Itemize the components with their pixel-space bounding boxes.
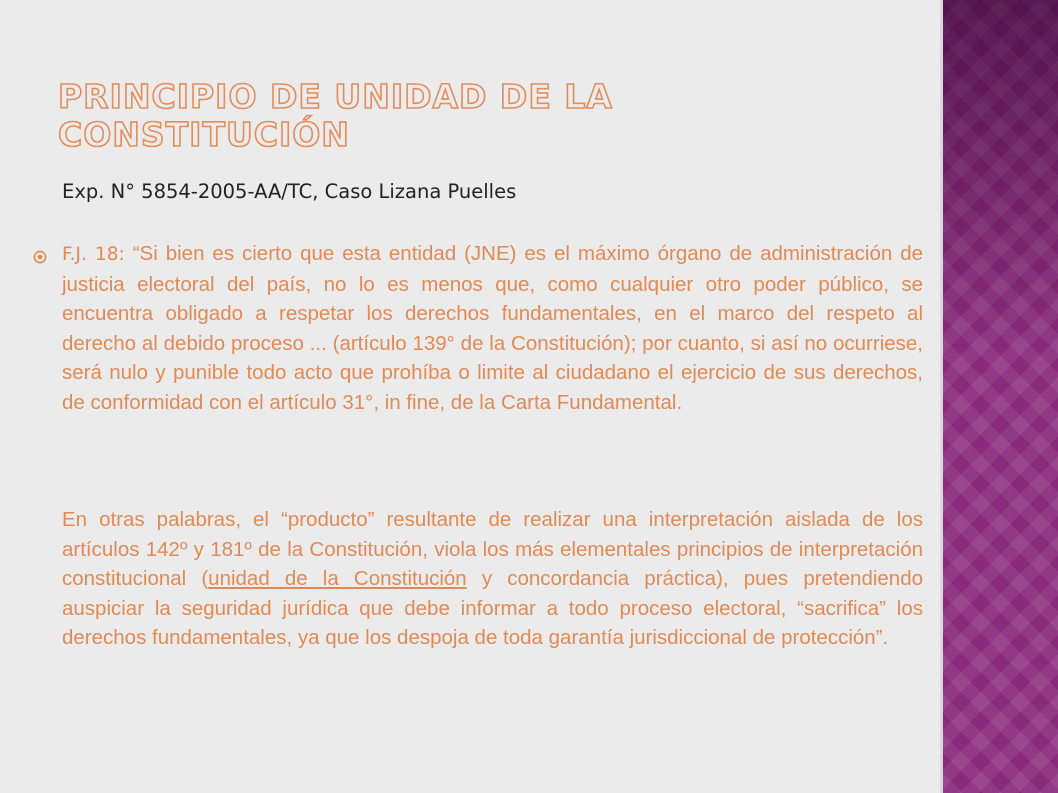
fj-label: F.J. 18: <box>62 244 125 265</box>
paragraph-2-text-after: y concordancia práctica), pues pretendiendo auspiciar la seguridad jurídica que debe informar a todo proceso electoral, “sacrifica” los derechos fundamentales, ya que los despoja de toda garantía jurisdiccional de protección”. <box>62 567 923 650</box>
underlined-unidad-constitucion: unidad de la Constitución <box>208 567 467 591</box>
paragraph-1-text: “Si bien es cierto que esta entidad (JNE) es el máximo órgano de administración de justicia electoral del país, no lo es menos que, como cualquier otro poder público, se encuentra obligado a respetar los derechos fundamentales, en el marco del respeto al derecho al debido proceso ... (artículo 139° de la Constitución); por cuanto, si así no ocurriese, será nulo y punible todo acto que prohíba o limite al ciudadano el ejercicio de sus derechos, de conformidad con el artículo 31°, in fine, de la Carta Fundamental. <box>62 242 924 414</box>
paragraph-2-text-before: En otras palabras, el “producto” resultante de realizar una interpretación aislada de los artículos 142º y 181º de la Constitución, viola los más elementales principios de interpretación constitucional ( <box>62 508 923 591</box>
slide-subtitle: Exp. N° 5854-2005-AA/TC, Caso Lizana Puelles <box>62 180 517 203</box>
circled-dot-bullet-icon <box>33 250 47 267</box>
paragraph-2 <box>62 505 923 653</box>
decorative-side-panel <box>943 0 1058 793</box>
paragraph-fj-18 <box>62 239 923 418</box>
slide-title: PRINCIPIO DE UNIDAD DE LA CONSTITUCIÓN <box>58 77 613 154</box>
